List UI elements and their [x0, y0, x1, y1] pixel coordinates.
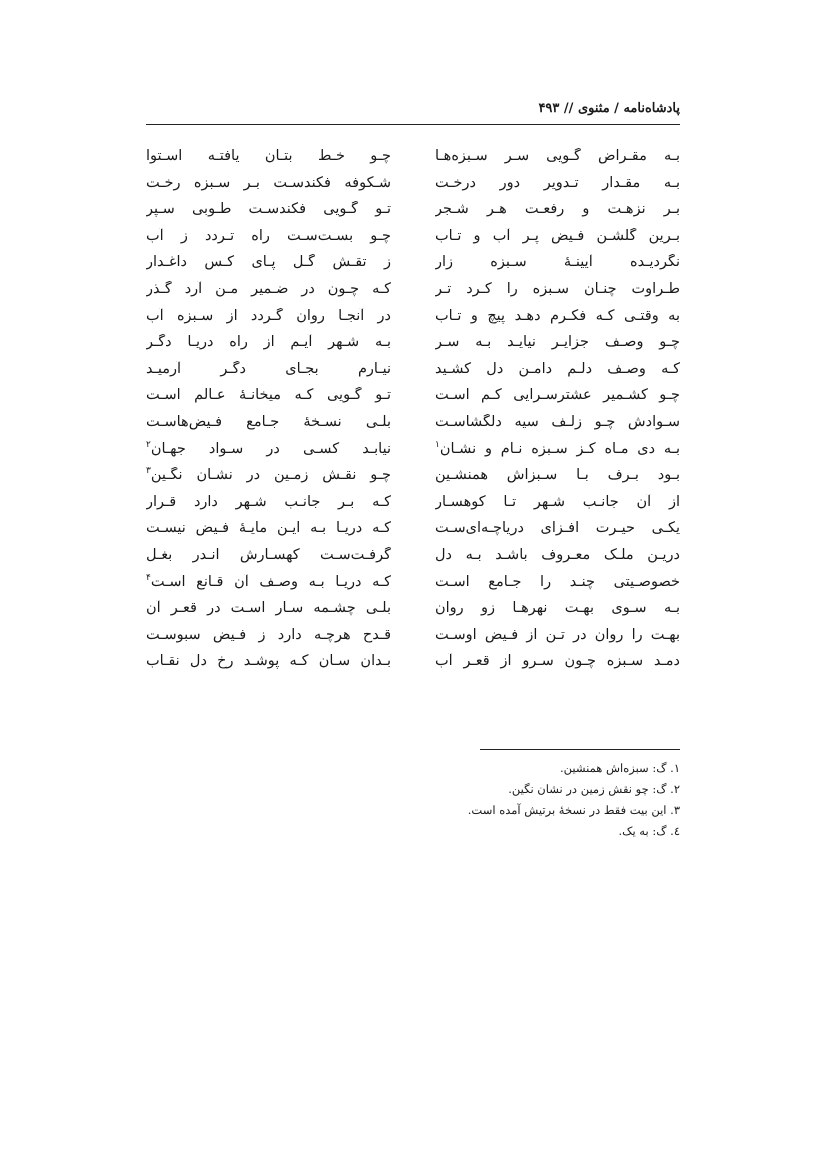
verse-text: چـو وصـف جزایـر نیایـد بـه سـر [435, 334, 680, 351]
hemistich-first [435, 281, 680, 297]
verse-text: بلـی چشـمه سـار اسـت در قعـر آن [146, 600, 391, 617]
hemistich-first [435, 148, 680, 164]
hemistich-second [146, 494, 391, 510]
verse-text: بـه دی مـاه کـز سـبزه نـام و نشـان [439, 440, 680, 457]
verse-text: کـه وصـف دلـم دامـن دل کشـید [435, 360, 680, 377]
couplet [146, 308, 680, 335]
hemistich-second [146, 148, 391, 164]
verse-text: خصوصـیتی چنـد را جـامع اسـت [435, 573, 680, 590]
verse-text: قـدح هرچـه دارد ز فـیض سبوسـت [146, 626, 391, 643]
verse-text: چـو خـط بتـان یافتـه اسـتوا [146, 148, 391, 164]
hemistich-first [435, 201, 680, 217]
couplet [146, 494, 680, 521]
couplet [146, 361, 680, 388]
verse-text: بـر نزهـت و رفعـت هـر شـجر [435, 201, 680, 218]
footnote-item: ٤. گ: به یک. [618, 824, 680, 838]
hemistich-first [435, 387, 680, 403]
hemistich-second [146, 414, 391, 430]
verse-text: چـو نقـش زمـین در نشـان نگـین [150, 467, 391, 484]
couplet [146, 387, 680, 414]
hemistich-first [435, 228, 680, 244]
hemistich-second [146, 228, 391, 244]
hemistich-first [435, 653, 680, 669]
hemistich-first [435, 494, 680, 510]
hemistich-second [146, 361, 391, 377]
verse-text: چـو کشـمیر عشترسـرایی کـم اسـت [435, 387, 680, 404]
hemistich-first [435, 361, 680, 377]
couplet [146, 441, 680, 468]
verse-text: ز تقـش گـل پـای کـس داغـدار [146, 254, 391, 271]
verse-text: طـراوت چنـان سـبزه را کـرد تـر [435, 280, 680, 297]
hemistich-first [435, 441, 680, 457]
hemistich-second [146, 441, 391, 457]
footnote-marker: ۲ [146, 440, 151, 450]
hemistich-first [435, 627, 680, 643]
hemistich-second [146, 467, 391, 483]
hemistich-second [146, 254, 391, 270]
verse-text: در آنجـا روان گـردد از سـبزه آب [146, 307, 391, 324]
verse-text: کـه دریـا بـه وصـف آن قـانع اسـت [150, 573, 391, 590]
verse-text: نگردیـده آیینـهٔ سـبزه زار [435, 254, 680, 271]
hemistich-second [146, 600, 391, 616]
couplet [146, 254, 680, 281]
verse-text: بـرین گلشـن فـیض پـر آب و تـاب [435, 227, 680, 244]
footnote-item: ۳. این بیت فقط در نسخهٔ برتیش آمده است. [467, 803, 680, 817]
couplet [146, 228, 680, 255]
couplet [146, 520, 680, 547]
hemistich-second [146, 387, 391, 403]
verse-text: بلـی نسـخهٔ جـامع فـیض‌هاسـت [146, 413, 391, 430]
verse-text: کـه چـون در ضـمیر مـن آرد گـذر [146, 280, 391, 297]
verse-text: از آن جانـب شـهر تـا کوهسـار [435, 493, 680, 510]
couplet [146, 467, 680, 494]
verse-text: یکـی حیـرت افـزای دریاچـه‌ای‌سـت [435, 520, 680, 537]
couplet [146, 334, 680, 361]
poem-body [146, 148, 680, 680]
verse-text: تـو گـویی کـه میخانـهٔ عـالم اسـت [146, 387, 391, 404]
hemistich-first [435, 254, 680, 270]
verse-text: بـه شـهر آیـم از راه دریـا دگـر [146, 334, 391, 351]
page-header-title: پادشاه‌نامه / مثنوی // ۴۹۳ [538, 101, 680, 116]
footnote-item: ۲. گ: چو نقش زمین در نشان نگین. [508, 782, 680, 796]
verse-text: شـکوفه فکندسـت بـر سـبزه رخـت [146, 174, 391, 191]
hemistich-first [435, 520, 680, 536]
hemistich-second [146, 334, 391, 350]
couplet [146, 574, 680, 601]
couplet [146, 653, 680, 680]
couplet [146, 148, 680, 175]
verse-text: چـو بسـت‌سـت راه تـردد ز آب [146, 227, 391, 244]
verse-text: بـه مقـدار تـدویر دور درخـت [435, 174, 680, 191]
hemistich-first [435, 308, 680, 324]
hemistich-second [146, 547, 391, 563]
hemistich-second [146, 574, 391, 590]
hemistich-first [435, 467, 680, 483]
couplet [146, 600, 680, 627]
verse-text: تـو گـویی فکندسـت طـوبی سـپر [146, 201, 391, 218]
couplet [146, 201, 680, 228]
hemistich-first [435, 175, 680, 191]
hemistich-first [435, 334, 680, 350]
hemistich-second [146, 201, 391, 217]
verse-text: بـدان سـان کـه پوشـد رخ دل نقـاب [146, 653, 391, 670]
hemistich-second [146, 308, 391, 324]
hemistich-second [146, 175, 391, 191]
verse-text: دریـن ملـک معـروف باشـد بـه دل [435, 546, 680, 563]
footnote-marker: ۳ [146, 467, 151, 477]
couplet [146, 547, 680, 574]
verse-text: بـه سـوی بهـت نهرهـا زو روان [435, 600, 680, 617]
hemistich-second [146, 281, 391, 297]
hemistich-second [146, 520, 391, 536]
hemistich-second [146, 653, 391, 669]
verse-text: نیـارم بجـای دگـر آرمیـد [146, 360, 391, 377]
footnotes [468, 761, 680, 845]
footnote-marker: ۴ [146, 573, 151, 583]
couplet [146, 414, 680, 441]
hemistich-second [146, 627, 391, 643]
footnote-item: ۱. گ: سبزه‌اش همنشین. [559, 761, 680, 775]
verse-text: سـوادش چـو زلـف سیه دلگشاسـت [435, 413, 680, 430]
verse-text: کـه بـر جانـب شـهر دارد قـرار [146, 493, 391, 510]
verse-text: کـه دریـا بـه ایـن مایـهٔ فـیض نیسـت [146, 520, 391, 537]
verse-text: بهـت را روان در تـن از فـیض اوسـت [435, 626, 680, 643]
couplet [146, 627, 680, 654]
footnote-marker: ۱ [435, 440, 440, 450]
verse-text: بـود بـرف بـا سـبزاش همنشـین [435, 467, 680, 484]
hemistich-first [435, 414, 680, 430]
header-divider [146, 124, 680, 125]
hemistich-first [435, 547, 680, 563]
verse-text: به وقتـی کـه فکـرم دهـد پیچ و تـاب [435, 307, 680, 324]
couplet [146, 175, 680, 202]
verse-text: دمـد سـبزه چـون سـرو از قعـر آب [435, 653, 680, 670]
footnote-divider [480, 749, 680, 750]
verse-text: گرفـت‌سـت کهسـارش انـدر بغـل [146, 546, 391, 563]
verse-text: نیابـد کسـی در سـواد جهـان [150, 440, 391, 457]
hemistich-first [435, 574, 680, 590]
verse-text: بـه مقـراض گـویی سـر سـبزه‌هـا [435, 148, 680, 164]
couplet [146, 281, 680, 308]
hemistich-first [435, 600, 680, 616]
